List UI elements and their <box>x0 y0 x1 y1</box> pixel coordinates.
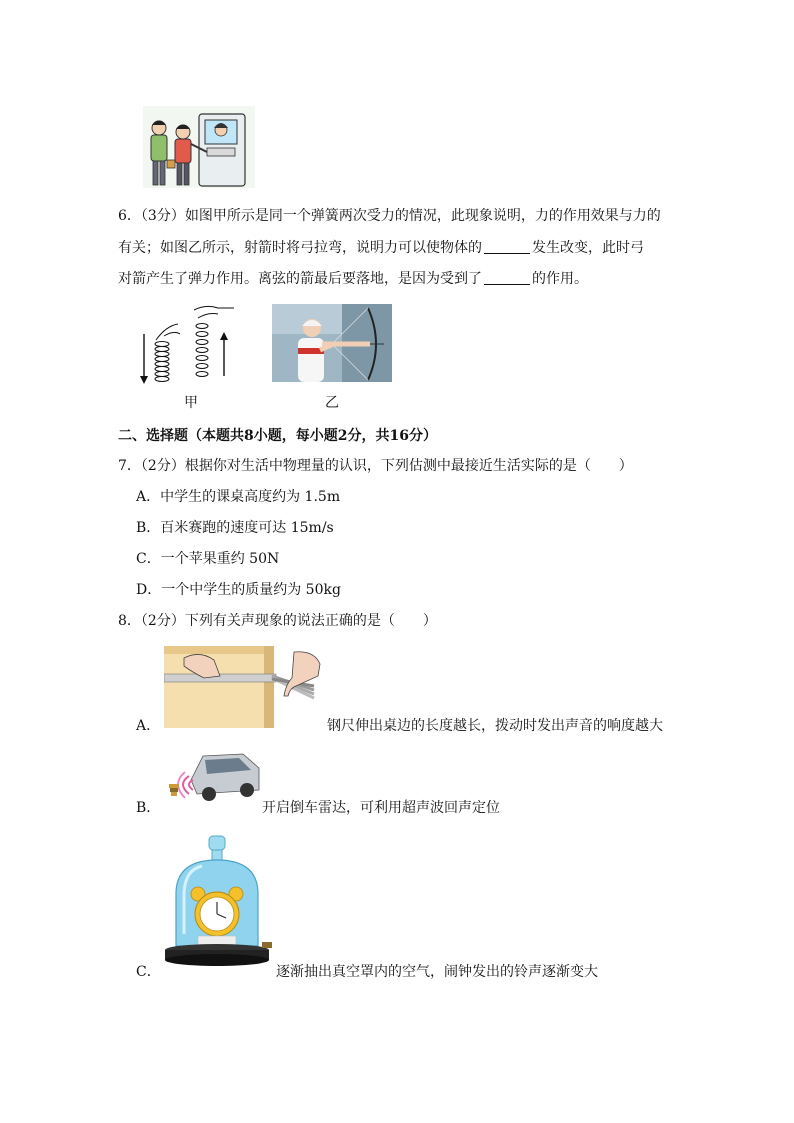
q7-option-d[interactable]: D．一个中学生的质量约为 50kg <box>136 582 341 598</box>
q6-line-2-part-a: 有关；如图乙所示，射箭时将弓拉弯，说明力可以使物体的 <box>118 240 482 256</box>
q6-line-3 <box>118 269 588 289</box>
archer-photo <box>272 304 392 382</box>
q6-line-2-part-b: 发生改变，此时弓 <box>532 240 644 256</box>
q8-option-b-text: 开启倒车雷达，可利用超声波回声定位 <box>262 800 500 816</box>
caption-yi: 乙 <box>325 395 339 411</box>
q8-stem: 8．（2分）下列有关声现象的说法正确的是（ ） <box>118 613 437 629</box>
section-2-title: 二、选择题（本题共8小题，每小题2分，共16分） <box>118 428 437 444</box>
q8-option-a-text: 钢尺伸出桌边的长度越长，拨动时发出声音的响度越大 <box>327 718 663 734</box>
q8-option-c-text: 逐渐抽出真空罩内的空气，闹钟发出的铃声逐渐变大 <box>276 964 598 980</box>
q8-option-a-label[interactable]: A． <box>136 718 161 734</box>
car-radar-illustration <box>163 750 261 812</box>
q6-line-3-part-a: 对箭产生了弹力作用。离弦的箭最后要落地，是因为受到了 <box>118 271 482 287</box>
caption-jia: 甲 <box>184 395 198 411</box>
q6-line-3-part-b: 的作用。 <box>532 271 588 287</box>
q7-option-a[interactable]: A．中学生的课桌高度约为 1.5m <box>136 489 341 505</box>
ruler-on-table-illustration <box>164 646 324 728</box>
answer-blank-1[interactable] <box>484 239 530 254</box>
answer-blank-2[interactable] <box>484 270 530 285</box>
q7-stem: 7．（2分）根据你对生活中物理量的认识，下列估测中最接近生活实际的是（ ） <box>118 458 633 474</box>
spring-figure <box>138 304 246 388</box>
atm-illustration <box>141 104 257 190</box>
q8-option-c-label[interactable]: C． <box>136 964 161 980</box>
q7-option-b[interactable]: B．百米赛跑的速度可达 15m/s <box>136 520 334 536</box>
q6-line-1: 6．（3分）如图甲所示是同一个弹簧两次受力的情况，此现象说明，力的作用效果与力的 <box>118 208 661 224</box>
q7-option-c[interactable]: C．一个苹果重约 50N <box>136 551 280 567</box>
q6-line-2 <box>118 238 644 258</box>
bell-jar-illustration <box>162 834 274 968</box>
q8-option-b-label[interactable]: B． <box>136 800 161 816</box>
